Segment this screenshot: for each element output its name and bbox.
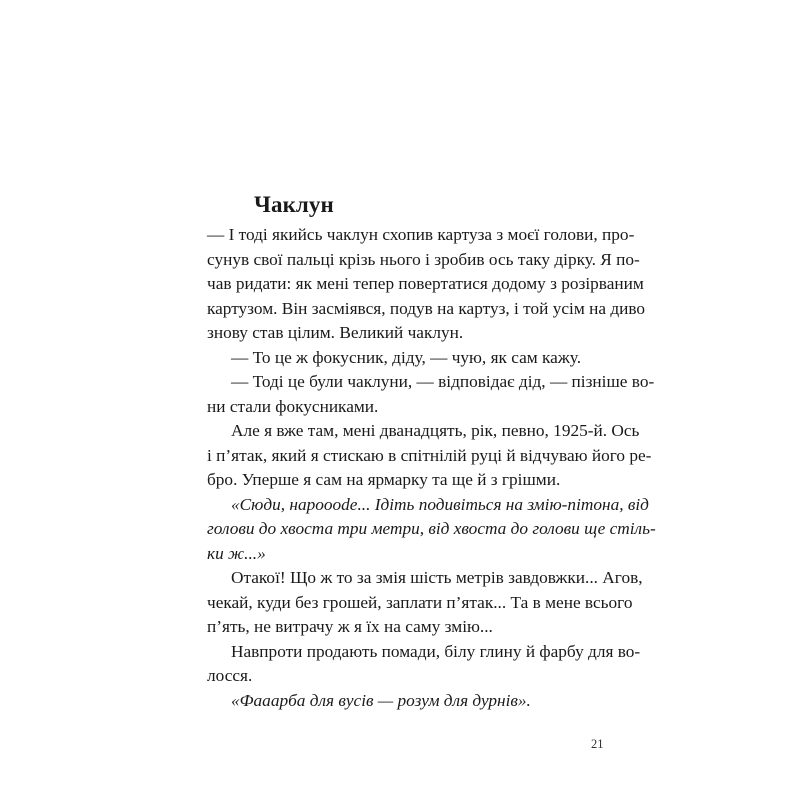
text-line: Навпроти продають помади, білу глину й фарбу для во- — [231, 641, 641, 661]
text-line: і п’ятак, який я стискаю в спітнілій руці й відчуваю його ре- — [207, 445, 652, 465]
text-line: бро. Уперше я сам на ярмарку та ще й з грішми. — [207, 470, 561, 489]
text-line: — То це ж фокусник, діду, — чую, як сам кажу. — [231, 347, 582, 367]
text-line: — І тоді якийсь чаклун схопив картуза з моєї голови, про- — [207, 225, 635, 244]
text-line: лосся. — [207, 666, 253, 685]
text-line: ни стали фокусниками. — [207, 396, 379, 416]
text-line: п’ять, не витрачу ж я їх на саму змію... — [207, 617, 493, 636]
text-line: чекай, куди без грошей, заплати п’ятак... Та в мене всього — [207, 592, 633, 612]
text-line: знову став цілим. Великий чаклун. — [207, 323, 464, 342]
text-line: голови до хвоста три метри, від хвоста до голови ще стіль- — [207, 519, 656, 538]
text-line: Отакої! Що ж то за змія шість метрів завдовжки... Агов, — [231, 568, 643, 587]
page-number: 21 — [591, 737, 604, 751]
text-line: «Сюди, нарооode... Ідіть подивіться на змію-пітона, від — [231, 494, 649, 514]
text-line: — Тоді це були чаклуни, — відповідає дід, — пізніше во- — [231, 372, 655, 391]
text-line: ки ж...» — [207, 543, 266, 563]
text-line: сунув свої пальці крізь нього і зробив ось таку дірку. Я по- — [207, 249, 640, 269]
text-line: Але я вже там, мені дванадцять, рік, певно, 1925-й. Ось — [231, 421, 640, 440]
text-line: картузом. Він засміявся, подув на картуз, і той усім на диво — [207, 298, 646, 318]
text-line: «Фааарба для вусів — розум для дурнів». — [231, 690, 531, 710]
text-line: чав ридати: як мені тепер повертатися додому з розірваним — [207, 274, 644, 293]
chapter-text — [207, 223, 656, 713]
chapter-title: Чаклун — [254, 192, 334, 217]
